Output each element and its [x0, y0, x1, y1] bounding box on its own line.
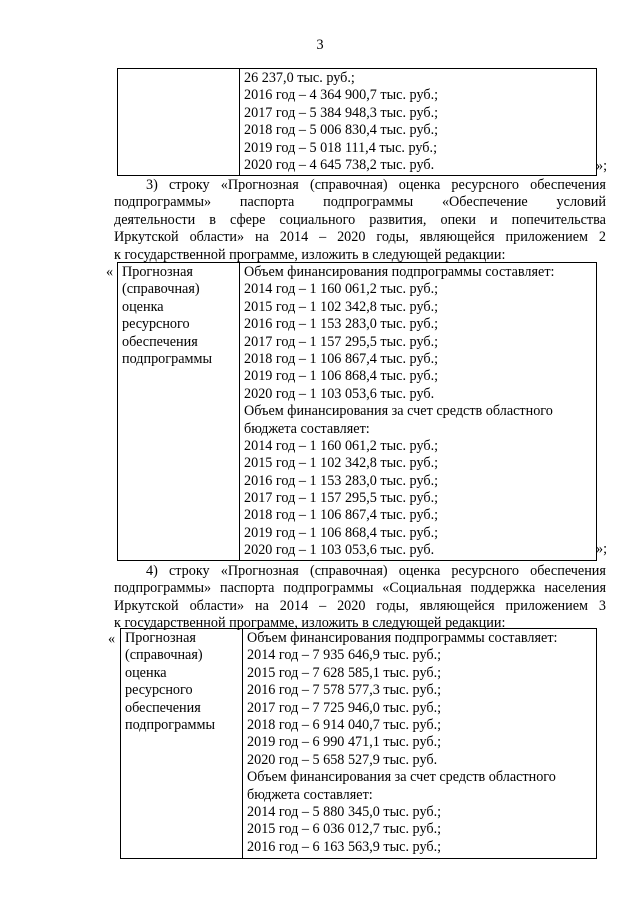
funding-line: 2019 год – 6 990 471,1 тыс. руб.;: [247, 734, 442, 751]
word: являющейся: [419, 229, 495, 246]
table-right-cell: [240, 263, 596, 560]
funding-line: 2016 год – 1 153 283,0 тыс. руб.;: [244, 316, 439, 333]
closing-quote: »;: [596, 541, 608, 557]
row-label-line: оценка: [125, 664, 167, 681]
funding-line: 2015 год – 1 102 342,8 тыс. руб.;: [244, 298, 439, 315]
funding-line: 2017 год – 7 725 946,0 тыс. руб.;: [247, 699, 442, 716]
table-right-cell: [243, 629, 596, 858]
funding-line: 2016 год – 6 163 563,9 тыс. руб.;: [247, 838, 442, 855]
word: ресурсного: [451, 177, 520, 193]
word: социального: [279, 211, 356, 228]
funding-line: 2020 год – 1 103 053,6 тыс. руб.: [244, 385, 435, 402]
funding-line: 2017 год – 5 384 948,3 тыс. руб.;: [244, 104, 439, 121]
word: в: [209, 211, 216, 228]
funding-line: 2019 год – 5 018 111,4 тыс. руб.;: [244, 139, 438, 156]
word: (справочная): [309, 563, 388, 579]
funding-line: 2016 год – 7 578 577,3 тыс. руб.;: [247, 682, 442, 699]
word: подпрограммы: [283, 580, 374, 597]
row-label-line: Прогнозная: [125, 630, 196, 646]
funding-line: 2020 год – 5 658 527,9 тыс. руб.: [247, 751, 438, 768]
paragraph-line: [114, 563, 606, 580]
funding-line: 2016 год – 1 153 283,0 тыс. руб.;: [244, 472, 439, 489]
funding-line: 2015 год – 7 628 585,1 тыс. руб.;: [247, 664, 442, 681]
paragraph-line: [114, 177, 606, 194]
word: к государственной программе, изложить в следующей редакции:: [114, 615, 506, 632]
funding-line: 2014 год – 1 160 061,2 тыс. руб.;: [244, 281, 439, 298]
table-right-cell: [240, 69, 596, 175]
funding-line: 2014 год – 7 935 646,9 тыс. руб.;: [247, 647, 442, 664]
word: «Обеспечение: [441, 194, 528, 211]
word: на: [255, 597, 269, 614]
word: Иркутской: [114, 229, 179, 246]
funding-line: 2014 год – 5 880 345,0 тыс. руб.;: [247, 803, 442, 820]
funding-line: 2019 год – 1 106 868,4 тыс. руб.;: [244, 368, 439, 385]
funding-line: 2020 год – 4 645 738,2 тыс. руб.: [244, 156, 435, 173]
funding-line: 2015 год – 6 036 012,7 тыс. руб.;: [247, 821, 442, 838]
paragraph-line: [114, 580, 606, 597]
funding-line: Объем финансирования подпрограммы составляет:: [244, 264, 555, 280]
word: оценка: [398, 563, 441, 579]
funding-line: 2018 год – 5 006 830,4 тыс. руб.;: [244, 122, 439, 139]
word: паспорта: [220, 580, 275, 597]
word: опеки: [440, 211, 476, 228]
row-label-line: (справочная): [122, 281, 200, 298]
funding-line: Объем финансирования за счет средств областного: [247, 769, 556, 786]
word: паспорта: [239, 194, 295, 211]
funding-line: бюджета составляет:: [244, 420, 370, 437]
word: развития,: [369, 211, 427, 228]
word: и: [489, 211, 498, 228]
funding-line: 26 237,0 тыс. руб.;: [244, 70, 355, 86]
word: на: [255, 229, 269, 246]
row-label-line: подпрограммы: [122, 350, 212, 367]
word: подпрограммы»: [114, 580, 212, 597]
word: деятельности: [114, 211, 196, 228]
word: условий: [556, 194, 606, 211]
funding-line: 2018 год – 1 106 867,4 тыс. руб.;: [244, 507, 439, 524]
word: годы,: [376, 229, 409, 246]
funding-line: Объем финансирования подпрограммы составляет:: [247, 630, 558, 646]
row-label-line: Прогнозная: [122, 264, 193, 280]
paragraph-line: [114, 229, 606, 246]
word: области»: [189, 229, 245, 246]
word: обеспечения: [530, 177, 606, 193]
funding-table-continued: [117, 68, 597, 176]
word: 2020: [337, 229, 366, 246]
word: подпрограммы: [323, 194, 414, 211]
row-label-line: ресурсного: [122, 316, 190, 333]
word: строку: [168, 563, 210, 579]
word: приложением: [505, 597, 588, 614]
word: подпрограммы»: [114, 194, 212, 211]
word: обеспечения: [530, 563, 606, 579]
paragraph-line: [114, 598, 606, 615]
opening-quote: «: [106, 264, 114, 280]
word: 2020: [337, 597, 366, 614]
word: 2014: [279, 597, 309, 614]
word: сфере: [230, 211, 266, 228]
funding-table-subprogram-2: [117, 262, 597, 561]
table-left-cell: [118, 263, 240, 560]
funding-line: 2015 год – 1 102 342,8 тыс. руб.;: [244, 455, 439, 472]
funding-line: 2019 год – 1 106 868,4 тыс. руб.;: [244, 524, 439, 541]
word: –: [319, 229, 327, 246]
funding-line: 2017 год – 1 157 295,5 тыс. руб.;: [244, 333, 439, 350]
row-label-line: оценка: [122, 298, 164, 315]
word: «Социальная: [382, 580, 462, 597]
word: 2014: [279, 229, 309, 246]
table-left-cell: [118, 69, 240, 175]
funding-line: 2020 год – 1 103 053,6 тыс. руб.: [244, 542, 435, 559]
page-number: 3: [316, 37, 324, 53]
row-label-line: обеспечения: [125, 699, 201, 716]
word: «Прогнозная: [220, 563, 299, 579]
word: к государственной программе, изложить в следующей редакции:: [114, 246, 506, 263]
word: 4): [146, 563, 158, 579]
word: 3): [146, 177, 158, 193]
word: попечительства: [511, 211, 606, 228]
paragraph-line: [114, 212, 606, 229]
funding-line: 2014 год – 1 160 061,2 тыс. руб.;: [244, 437, 439, 454]
row-label-line: ресурсного: [125, 682, 193, 699]
row-label-line: обеспечения: [122, 333, 198, 350]
funding-line: 2018 год – 6 914 040,7 тыс. руб.;: [247, 716, 442, 733]
word: приложением: [505, 229, 588, 246]
word: населения: [544, 580, 606, 597]
word: 2: [598, 229, 606, 246]
funding-line: Объем финансирования за счет средств областного: [244, 403, 553, 420]
word: области»: [189, 597, 245, 614]
paragraph-item-4: [114, 563, 606, 633]
word: –: [319, 597, 327, 614]
funding-line: 2018 год – 1 106 867,4 тыс. руб.;: [244, 350, 439, 367]
row-label-line: подпрограммы: [125, 716, 215, 733]
funding-line: бюджета составляет:: [247, 786, 373, 803]
word: 3: [598, 597, 606, 614]
opening-quote: «: [108, 631, 116, 647]
paragraph-item-3: [114, 177, 606, 264]
funding-line: 2016 год – 4 364 900,7 тыс. руб.;: [244, 87, 439, 104]
table-left-cell: [121, 629, 243, 858]
funding-line: 2017 год – 1 157 295,5 тыс. руб.;: [244, 490, 439, 507]
paragraph-line: [114, 194, 606, 211]
word: годы,: [376, 597, 409, 614]
funding-table-subprogram-3: [120, 628, 597, 859]
word: оценка: [398, 177, 441, 193]
closing-quote: »;: [596, 158, 608, 174]
word: строку: [168, 177, 210, 193]
word: «Прогнозная: [220, 177, 299, 193]
row-label-line: (справочная): [125, 647, 203, 664]
word: ресурсного: [451, 563, 520, 579]
word: поддержка: [470, 580, 536, 597]
word: являющейся: [419, 597, 495, 614]
word: Иркутской: [114, 597, 179, 614]
word: (справочная): [309, 177, 388, 193]
